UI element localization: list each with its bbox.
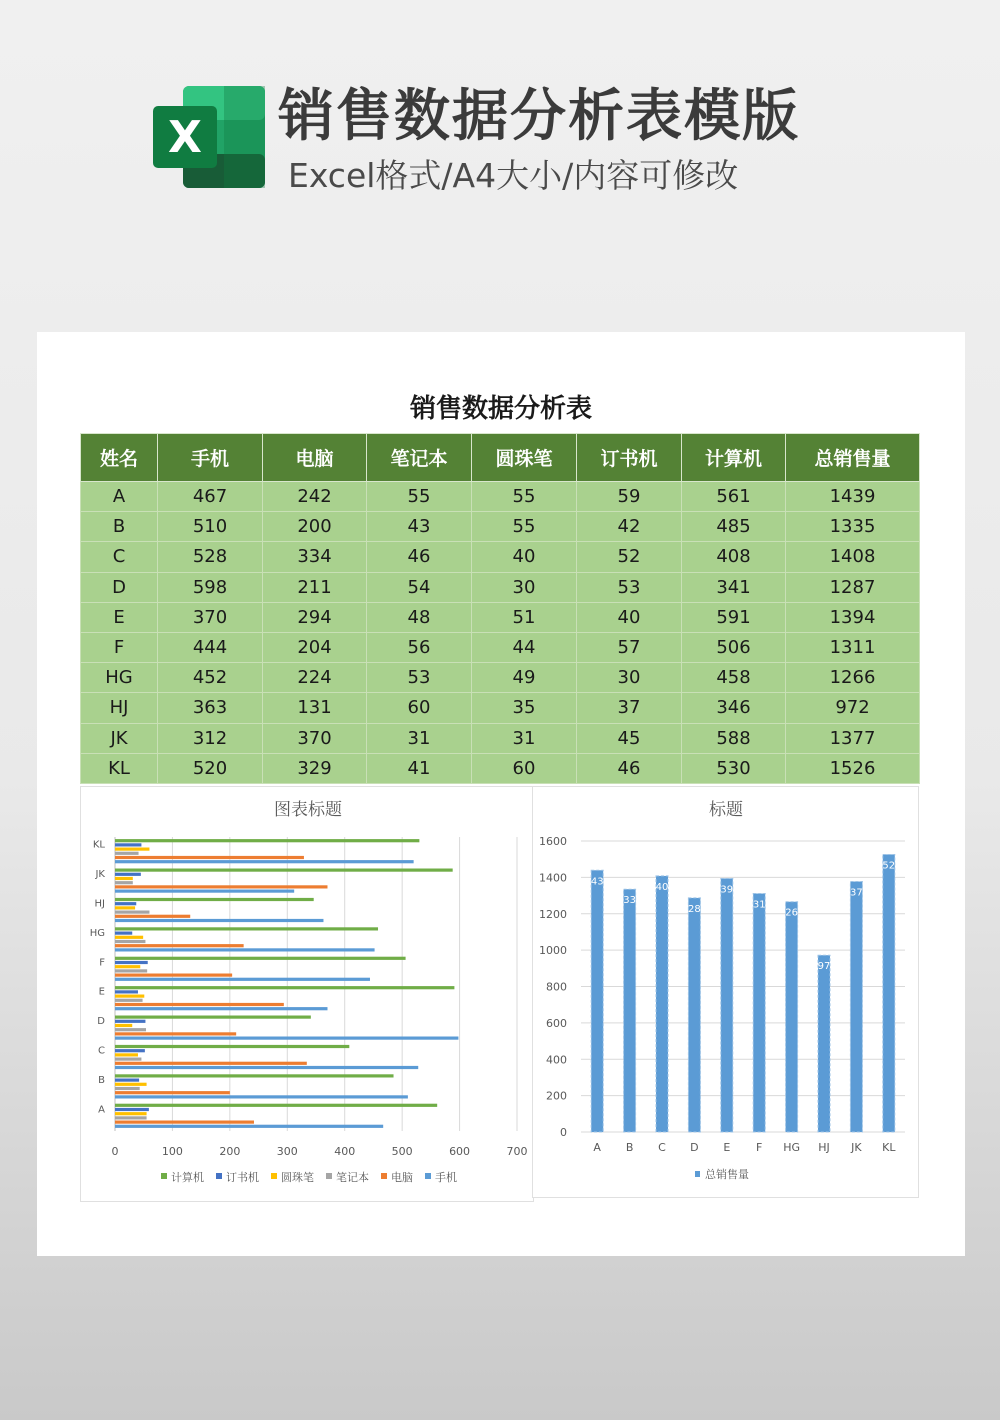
name-cell[interactable]: D: [81, 572, 158, 602]
bar-电脑: [115, 1032, 236, 1035]
value-cell[interactable]: 54: [367, 572, 472, 602]
x-tick-label: 200: [219, 1145, 241, 1158]
bar-计算机: [115, 898, 314, 901]
excel-icon: [153, 86, 265, 188]
value-cell[interactable]: 41: [367, 753, 472, 783]
legend-label: 笔记本: [336, 1171, 369, 1184]
bar-计算机: [115, 957, 406, 960]
table-row: [81, 512, 920, 542]
header: [0, 0, 1000, 240]
value-cell[interactable]: 588: [682, 723, 786, 753]
name-cell[interactable]: E: [81, 602, 158, 632]
legend-swatch: [326, 1173, 332, 1179]
bar-笔记本: [115, 881, 133, 884]
column-header: 圆珠笔: [472, 434, 577, 482]
bar-笔记本: [115, 1058, 141, 1061]
value-cell[interactable]: 204: [263, 632, 367, 662]
bar-订书机: [115, 873, 141, 876]
column-bar: [624, 889, 636, 1132]
x-tick-label: D: [690, 1141, 699, 1154]
bar-电脑: [115, 1121, 254, 1124]
value-cell[interactable]: 452: [158, 663, 263, 693]
legend-label: 电脑: [391, 1171, 413, 1184]
bar-圆珠笔: [115, 1083, 147, 1086]
table-header-row: [81, 434, 920, 482]
value-cell[interactable]: 294: [263, 602, 367, 632]
y-tick-label: D: [97, 1016, 105, 1028]
bar-圆珠笔: [115, 936, 143, 939]
y-tick-label: B: [98, 1074, 105, 1086]
column-header: 订书机: [577, 434, 682, 482]
bar-电脑: [115, 1003, 284, 1006]
x-tick-label: A: [593, 1141, 601, 1154]
x-tick-label: 100: [161, 1145, 183, 1158]
data-label: 39: [720, 884, 734, 896]
bar-计算机: [115, 927, 378, 930]
data-label: 40: [655, 881, 669, 893]
bar-订书机: [115, 1020, 145, 1023]
name-cell[interactable]: B: [81, 512, 158, 542]
bar-手机: [115, 948, 375, 951]
data-label: 26: [785, 907, 798, 919]
bar-订书机: [115, 961, 148, 964]
y-tick-label: 400: [546, 1053, 567, 1067]
table-row: [81, 753, 920, 783]
bar-手机: [115, 1066, 418, 1069]
chart-title: 图表标题: [274, 800, 342, 820]
value-cell[interactable]: 1439: [786, 482, 920, 512]
page-subtitle: Excel格式/A4大小/内容可修改: [288, 156, 739, 195]
value-cell[interactable]: 561: [682, 482, 786, 512]
bar-手机: [115, 1095, 408, 1098]
value-cell[interactable]: 35: [472, 693, 577, 723]
y-tick-label: 1600: [539, 835, 567, 848]
y-tick-label: JK: [95, 869, 105, 881]
name-cell[interactable]: A: [81, 482, 158, 512]
name-cell[interactable]: JK: [81, 723, 158, 753]
value-cell[interactable]: 1311: [786, 632, 920, 662]
x-tick-label: 500: [391, 1145, 413, 1158]
bar-电脑: [115, 1062, 307, 1065]
value-cell[interactable]: 200: [263, 512, 367, 542]
column-bar: [688, 898, 700, 1132]
legend-swatch: [381, 1173, 387, 1179]
bar-计算机: [115, 1074, 394, 1077]
bar-圆珠笔: [115, 995, 144, 998]
data-label: 31: [752, 899, 766, 911]
y-tick-label: HG: [89, 927, 105, 939]
name-cell[interactable]: C: [81, 542, 158, 572]
column-header: 手机: [158, 434, 263, 482]
bar-订书机: [115, 1108, 149, 1111]
bar-笔记本: [115, 911, 149, 914]
bar-电脑: [115, 944, 244, 947]
value-cell[interactable]: 31: [367, 723, 472, 753]
x-tick-label: HJ: [818, 1141, 830, 1154]
value-cell[interactable]: 55: [472, 482, 577, 512]
bar-计算机: [115, 1045, 349, 1048]
bar-笔记本: [115, 999, 143, 1002]
bar-手机: [115, 1037, 458, 1040]
column-header: 电脑: [263, 434, 367, 482]
column-bar: [818, 955, 830, 1132]
value-cell[interactable]: 1408: [786, 542, 920, 572]
legend-swatch: [216, 1173, 222, 1179]
x-tick-label: JK: [851, 1141, 862, 1154]
column-header: 姓名: [81, 434, 158, 482]
table-row: [81, 663, 920, 693]
value-cell[interactable]: 528: [158, 542, 263, 572]
bar-订书机: [115, 902, 136, 905]
bar-笔记本: [115, 852, 139, 855]
value-cell[interactable]: 51: [472, 602, 577, 632]
data-label: 28: [688, 903, 701, 915]
value-cell[interactable]: 30: [472, 572, 577, 602]
value-cell[interactable]: 40: [577, 602, 682, 632]
value-cell[interactable]: 53: [367, 663, 472, 693]
legend-swatch: [161, 1173, 167, 1179]
x-tick-label: 0: [111, 1145, 119, 1158]
x-tick-label: KL: [882, 1141, 896, 1154]
bar-订书机: [115, 1079, 139, 1082]
x-tick-label: B: [625, 1141, 634, 1154]
value-cell[interactable]: 1526: [786, 753, 920, 783]
value-cell[interactable]: 1287: [786, 572, 920, 602]
value-cell[interactable]: 972: [786, 693, 920, 723]
value-cell[interactable]: 363: [158, 693, 263, 723]
value-cell[interactable]: 341: [682, 572, 786, 602]
value-cell[interactable]: 444: [158, 632, 263, 662]
value-cell[interactable]: 346: [682, 693, 786, 723]
x-tick-label: HG: [783, 1141, 800, 1154]
table-row: [81, 723, 920, 753]
y-tick-label: C: [98, 1045, 105, 1057]
value-cell[interactable]: 1335: [786, 512, 920, 542]
value-cell[interactable]: 46: [367, 542, 472, 572]
y-tick-label: F: [99, 957, 105, 969]
bar-笔记本: [115, 969, 147, 972]
value-cell[interactable]: 45: [577, 723, 682, 753]
column-header: 总销售量: [786, 434, 920, 482]
value-cell[interactable]: 467: [158, 482, 263, 512]
bar-计算机: [115, 839, 419, 842]
total-sales-column-chart: [532, 786, 919, 1198]
bar-电脑: [115, 856, 304, 859]
legend-label: 圆珠笔: [281, 1171, 314, 1184]
bar-订书机: [115, 990, 138, 993]
bar-手机: [115, 919, 323, 922]
column-bar: [721, 878, 733, 1132]
bar-手机: [115, 1125, 383, 1128]
chart-title: 标题: [709, 800, 743, 820]
x-tick-label: F: [756, 1141, 763, 1154]
value-cell[interactable]: 52: [577, 542, 682, 572]
column-bar: [591, 870, 603, 1132]
table-row: [81, 482, 920, 512]
table-row: [81, 693, 920, 723]
column-bar: [850, 882, 862, 1132]
value-cell[interactable]: 520: [158, 753, 263, 783]
value-cell[interactable]: 59: [577, 482, 682, 512]
name-cell[interactable]: F: [81, 632, 158, 662]
value-cell[interactable]: 458: [682, 663, 786, 693]
value-cell[interactable]: 43: [367, 512, 472, 542]
value-cell[interactable]: 485: [682, 512, 786, 542]
value-cell[interactable]: 591: [682, 602, 786, 632]
value-cell[interactable]: 370: [263, 723, 367, 753]
table-row: [81, 572, 920, 602]
x-tick-label: 400: [334, 1145, 356, 1158]
bar-计算机: [115, 1016, 311, 1019]
bar-圆珠笔: [115, 906, 135, 909]
data-label: 33: [623, 895, 636, 907]
value-cell[interactable]: 131: [263, 693, 367, 723]
bar-计算机: [115, 1104, 437, 1107]
excel-logo-letter: X: [168, 112, 202, 163]
value-cell[interactable]: 37: [577, 693, 682, 723]
value-cell[interactable]: 1394: [786, 602, 920, 632]
value-cell[interactable]: 1266: [786, 663, 920, 693]
table-row: [81, 602, 920, 632]
value-cell[interactable]: 55: [472, 512, 577, 542]
value-cell[interactable]: 49: [472, 663, 577, 693]
legend-label: 手机: [435, 1171, 457, 1184]
value-cell[interactable]: 56: [367, 632, 472, 662]
legend-label: 订书机: [226, 1171, 259, 1184]
name-cell[interactable]: HJ: [81, 693, 158, 723]
legend-swatch: [271, 1173, 277, 1179]
y-tick-label: KL: [92, 839, 105, 851]
x-tick-label: 600: [449, 1145, 471, 1158]
value-cell[interactable]: 312: [158, 723, 263, 753]
value-cell[interactable]: 329: [263, 753, 367, 783]
table-row: [81, 542, 920, 572]
bar-圆珠笔: [115, 1112, 147, 1115]
y-tick-label: 1200: [539, 907, 567, 921]
value-cell[interactable]: 57: [577, 632, 682, 662]
grouped-bar-chart: [80, 786, 534, 1202]
legend-label: 总销售量: [705, 1168, 749, 1181]
bar-电脑: [115, 974, 232, 977]
name-cell[interactable]: HG: [81, 663, 158, 693]
value-cell[interactable]: 60: [472, 753, 577, 783]
value-cell[interactable]: 334: [263, 542, 367, 572]
value-cell[interactable]: 408: [682, 542, 786, 572]
value-cell[interactable]: 1377: [786, 723, 920, 753]
table-row: [81, 632, 920, 662]
column-bar: [883, 854, 895, 1132]
x-tick-label: 700: [506, 1145, 528, 1158]
x-tick-label: 300: [276, 1145, 298, 1158]
bar-电脑: [115, 885, 327, 888]
column-bar: [786, 902, 798, 1132]
bar-手机: [115, 978, 370, 981]
value-cell[interactable]: 48: [367, 602, 472, 632]
bar-手机: [115, 1007, 327, 1010]
y-tick-label: A: [98, 1104, 105, 1116]
bar-手机: [115, 890, 294, 893]
bar-笔记本: [115, 1028, 146, 1031]
value-cell[interactable]: 55: [367, 482, 472, 512]
value-cell[interactable]: 31: [472, 723, 577, 753]
y-tick-label: 0: [560, 1126, 567, 1139]
value-cell[interactable]: 30: [577, 663, 682, 693]
bar-订书机: [115, 1049, 145, 1052]
legend-label: 计算机: [171, 1171, 204, 1184]
page-title: 销售数据分析表模版: [278, 84, 800, 149]
bar-笔记本: [115, 940, 145, 943]
value-cell[interactable]: 46: [577, 753, 682, 783]
y-tick-label: HJ: [94, 898, 105, 910]
bar-圆珠笔: [115, 848, 149, 851]
sheet-title: 销售数据分析表: [409, 394, 592, 424]
y-tick-label: E: [98, 986, 105, 998]
bar-圆珠笔: [115, 877, 133, 880]
y-tick-label: 600: [546, 1016, 567, 1030]
value-cell[interactable]: 211: [263, 572, 367, 602]
value-cell[interactable]: 242: [263, 482, 367, 512]
y-tick-label: 200: [546, 1089, 567, 1103]
y-tick-label: 800: [546, 980, 567, 994]
column-bar: [753, 894, 765, 1132]
y-tick-label: 1000: [539, 944, 567, 958]
value-cell[interactable]: 224: [263, 663, 367, 693]
y-tick-label: 1400: [539, 871, 567, 885]
bar-订书机: [115, 843, 141, 846]
value-cell[interactable]: 530: [682, 753, 786, 783]
data-label: 43: [590, 876, 604, 888]
bar-手机: [115, 860, 414, 863]
bar-计算机: [115, 986, 454, 989]
value-cell[interactable]: 506: [682, 632, 786, 662]
bar-计算机: [115, 869, 453, 872]
data-label: 97: [817, 961, 831, 973]
column-header: 笔记本: [367, 434, 472, 482]
value-cell[interactable]: 510: [158, 512, 263, 542]
bar-电脑: [115, 915, 190, 918]
spreadsheet-preview: [37, 332, 965, 1256]
x-tick-label: C: [658, 1141, 666, 1154]
value-cell[interactable]: 40: [472, 542, 577, 572]
x-tick-label: E: [723, 1141, 731, 1154]
bar-圆珠笔: [115, 965, 140, 968]
bar-笔记本: [115, 1087, 140, 1090]
bar-电脑: [115, 1091, 230, 1094]
bar-笔记本: [115, 1116, 147, 1119]
value-cell[interactable]: 60: [367, 693, 472, 723]
value-cell[interactable]: 42: [577, 512, 682, 542]
legend-swatch: [695, 1171, 700, 1177]
value-cell[interactable]: 598: [158, 572, 263, 602]
value-cell[interactable]: 370: [158, 602, 263, 632]
bar-订书机: [115, 932, 132, 935]
legend-swatch: [425, 1173, 431, 1179]
data-label: 52: [882, 860, 896, 872]
bar-圆珠笔: [115, 1024, 132, 1027]
value-cell[interactable]: 44: [472, 632, 577, 662]
sales-table: [80, 433, 920, 784]
bar-圆珠笔: [115, 1053, 138, 1056]
value-cell[interactable]: 53: [577, 572, 682, 602]
name-cell[interactable]: KL: [81, 753, 158, 783]
column-bar: [656, 876, 668, 1132]
column-header: 计算机: [682, 434, 786, 482]
data-label: 37: [850, 887, 863, 899]
